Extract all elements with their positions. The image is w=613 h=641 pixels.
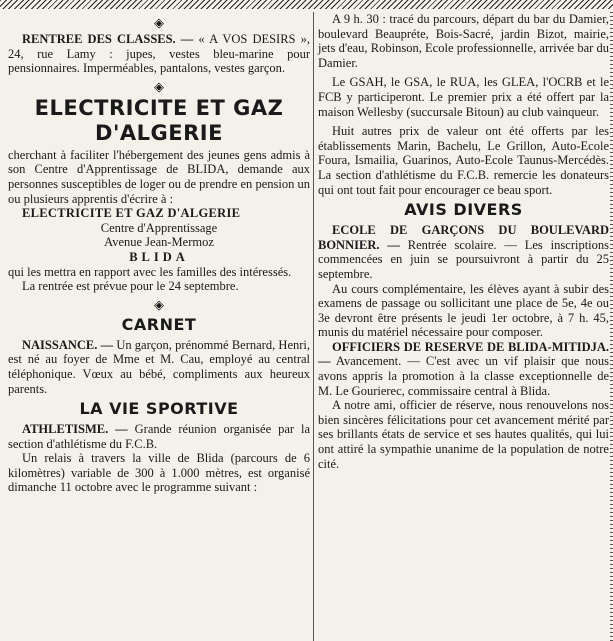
parcours-paragraph: A 9 h. 30 : tracé du parcours, départ du bar du Damier, boulevard Beaupréte, Bois-Sacré, jardin Bizot, mairie, jets d'eau, Robinson, Ecole professionnelle, arrivée bar du Damier. bbox=[318, 12, 609, 70]
ami-paragraph: A notre ami, officier de réserve, nous renouvelons nos bien sincères félicitations pour cet avancement mérité par ses brillants états de service et ses hautes qualités, qui lui ont attiré la sympathie unanime de la population de notre cité. bbox=[318, 398, 609, 471]
clubs-paragraph: Le GSAH, le GSA, le RUA, les GLEA, l'OCRB et le FCB y participeront. Le premier prix a été offert par la maison Wellesby (succursale Bitoun) au club vainqueur. bbox=[318, 75, 609, 119]
ornament-icon: ◈ bbox=[154, 296, 164, 312]
egal-body: cherchant à faciliter l'hébergement des jeunes gens admis à son Centre d'Apprentissage de BLIDA, demande aux personnes susceptibles de loger ou de prendre en pension un ou plusieurs apprentis d'écrire à : bbox=[8, 147, 310, 206]
naissance-heading: NAISSANCE. — bbox=[22, 337, 114, 352]
sport-title: LA VIE SPORTIVE bbox=[79, 399, 239, 419]
top-border bbox=[0, 0, 613, 9]
naissance-body: Un garçon, prénommé Bernard, Henri, est né au foyer de Mme et M. Cau, employé au central téléphonique. Vœux au bébé, compliments aux heureux parents. bbox=[8, 337, 311, 396]
ornament-icon: ◈ bbox=[154, 15, 164, 30]
address-line-1: ELECTRICITE ET GAZ D'ALGERIE bbox=[22, 206, 241, 221]
address-line-2: Centre d'Apprentissage bbox=[100, 220, 218, 235]
officiers-heading: OFFICIERS DE RESERVE DE BLIDA-MITIDJA. — bbox=[318, 339, 609, 369]
carnet-title: CARNET bbox=[121, 314, 197, 334]
naissance-paragraph bbox=[8, 338, 310, 396]
officiers-paragraph bbox=[318, 340, 609, 398]
rentree-heading: RENTREE DES CLASSES. — bbox=[22, 32, 194, 46]
ornament-icon: ◈ bbox=[154, 78, 164, 94]
athle-body: Grande réunion organisée par la section d'athlétisme du F.C.B. bbox=[8, 422, 310, 451]
athle-heading: ATHLETISME. — bbox=[22, 422, 128, 437]
column-divider bbox=[313, 12, 314, 641]
athle-paragraph bbox=[8, 422, 310, 451]
ecole-body: Rentrée scolaire. — Les inscriptions commencées en juin se poursuivront à partir du 25 septembre. bbox=[318, 237, 610, 281]
egal-body-3: La rentrée est prévue pour le 24 septembre. bbox=[22, 279, 239, 294]
relais-paragraph: Un relais à travers la ville de Blida (parcours de 6 kilomètres) variable de 300 à 1.000 mètres, est organisé dimanche 11 octobre avec le programme suivant : bbox=[8, 451, 310, 495]
rentree-body: « A VOS DESIRS », 24, rue Lamy : jupes, vestes bleu-marine pour pensionnaires. Imperméables, pantalons, vestes garçon. bbox=[8, 32, 310, 76]
avis-title: AVIS DIVERS bbox=[404, 200, 523, 220]
address-line-4: BLIDA bbox=[129, 249, 189, 264]
address-line-3: Avenue Jean-Mermoz bbox=[104, 235, 214, 250]
ecole-heading: ECOLE DE GARÇONS DU BOULEVARD BONNIER. — bbox=[318, 223, 609, 252]
officiers-body: Avancement. — C'est avec un vif plaisir que nous avons appris la promotion à la classe exceptionnelle de M. Le Gourierec, commissaire central à Blida. bbox=[318, 354, 609, 398]
ecole-paragraph bbox=[318, 223, 609, 281]
right-column bbox=[318, 12, 609, 641]
egal-title: ELECTRICITE ET GAZ D'ALGERIE bbox=[34, 95, 284, 145]
rentree-paragraph bbox=[8, 32, 310, 76]
cours-paragraph: Au cours complémentaire, les élèves ayant à subir des examens de passage ou sollicitant une place de 5e, 4e ou 3e devront être présents le jeudi 1er octobre, à 7 h. 45, munis du matériel nécessaire pour composer. bbox=[318, 281, 609, 340]
prix-paragraph: Huit autres prix de valeur ont été offerts par les établissements Marin, Bachelu, Le Grillon, Auto-Ecole Foura, Ismailia, Guarinos, Auto-Ecole Taunus-Mercédès. La section d'athlétisme du F.C.B. remercie les donateurs qui ont tout fait pour encourager ce beau sport. bbox=[318, 124, 609, 197]
left-column bbox=[8, 12, 310, 641]
egal-body-2: qui les mettra en rapport avec les familles des intéressés. bbox=[8, 264, 292, 279]
